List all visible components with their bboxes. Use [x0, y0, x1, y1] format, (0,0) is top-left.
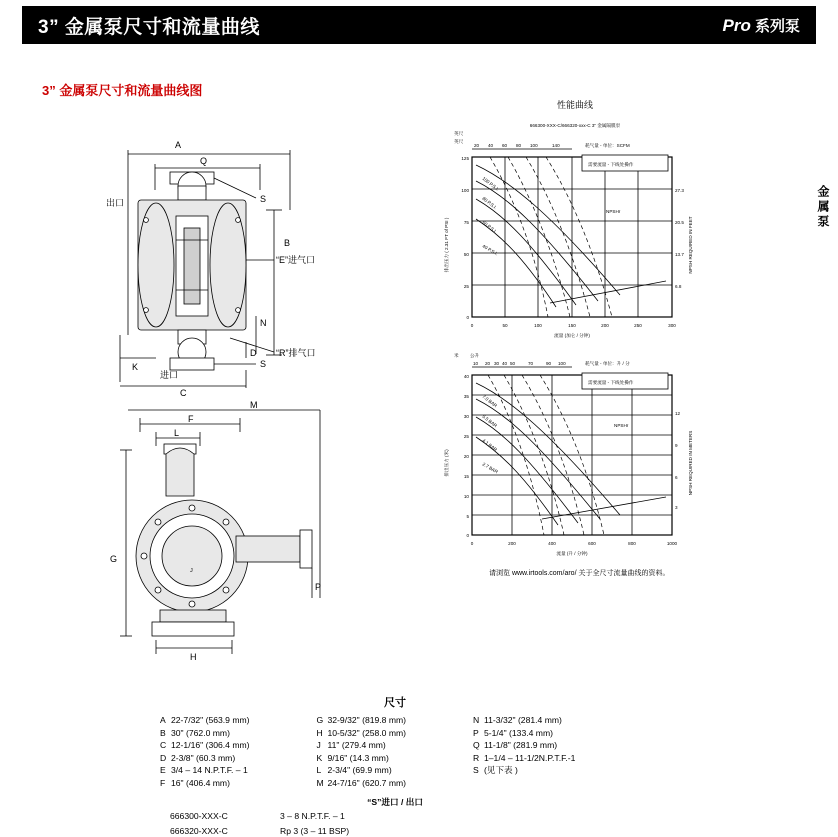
bottom-xtick-2: 400 — [548, 541, 556, 546]
dimension-value: 32-9/32" (819.8 mm) — [328, 715, 407, 725]
bottom-legend: 需要流量 - 下线处操作 — [588, 379, 634, 386]
section-title: 3” 金属泵尺寸和流量曲线图 — [42, 80, 202, 99]
dimension-key: F — [160, 777, 171, 790]
dimension-key: D — [160, 752, 171, 765]
dimensions-column-1 — [160, 714, 317, 789]
dimension-key: S — [473, 764, 484, 777]
dimension-value: 5-1/4" (133.4 mm) — [484, 728, 553, 738]
callout-air-exhaust: “R”排气口 — [276, 347, 316, 358]
s-spec: 3 – 8 N.P.T.F. – 1 — [280, 810, 480, 823]
top-y-axis-label: 排出压力 ( 2.31 FT of PSI ) — [443, 217, 450, 272]
svg-text:L: L — [174, 428, 179, 438]
curves-footnote: 请浏览 www.irtools.com/aro/ 关于全尺寸流量曲线的资料。 — [489, 568, 669, 578]
dimension-value: 9/16" (14.3 mm) — [328, 753, 389, 763]
svg-text:30: 30 — [494, 361, 500, 366]
top-ytick-4: 25 — [464, 284, 470, 289]
svg-text:G: G — [110, 554, 117, 564]
bottom-xtick-1: 200 — [508, 541, 516, 546]
bottom-ytick-3: 25 — [464, 434, 470, 439]
dimension-row — [317, 752, 474, 765]
svg-text:10: 10 — [473, 361, 479, 366]
bottom-press-2: 5.5 BAR — [481, 414, 498, 429]
top-press-3: 60 P.S.I. — [481, 220, 497, 234]
svg-text:D: D — [250, 348, 257, 358]
bottom-ytick-5: 15 — [464, 474, 470, 479]
dimension-key: G — [317, 714, 328, 727]
svg-text:20: 20 — [485, 361, 491, 366]
top-legend: 需要流量 - 下线处操作 — [588, 161, 634, 168]
bottom-ytick-4: 20 — [464, 454, 470, 459]
dimension-row — [317, 739, 474, 752]
bottom-press-1: 7.0 BAR — [481, 394, 498, 409]
series-suffix-text: 系列泵 — [751, 18, 800, 35]
svg-text:F: F — [188, 414, 194, 424]
dimensions-column-2 — [317, 714, 474, 789]
dimension-value: 11" (279.4 mm) — [328, 740, 386, 750]
dimension-row — [160, 764, 317, 777]
pump-drawings — [60, 120, 420, 680]
svg-text:K: K — [132, 362, 138, 372]
top-xtick-6: 300 — [668, 323, 676, 328]
dimension-row — [317, 714, 474, 727]
dimension-row — [317, 727, 474, 740]
top-ytick-5: 0 — [466, 315, 469, 320]
svg-text:70: 70 — [528, 361, 534, 366]
dimension-value: 10-5/32" (258.0 mm) — [328, 728, 407, 738]
side-tab-label: 金属泵 — [816, 185, 832, 230]
bottom-y-axis-label: 排出压力 (米) — [443, 449, 450, 477]
dimension-row — [473, 714, 630, 727]
dimension-value: 2-3/8" (60.3 mm) — [171, 753, 235, 763]
bottom-air-axis-label: 耗气量 - 单位：升 / 分 — [585, 360, 630, 367]
bottom-ytick-0: 40 — [464, 374, 470, 379]
svg-text:20: 20 — [474, 143, 480, 148]
top-units-left: 英尺 — [454, 138, 464, 145]
top-x-axis-label: 流量 (加仑 / 分钟) — [554, 332, 590, 339]
top-press-4: 40 P.S.I. — [482, 244, 499, 257]
page-header — [22, 6, 816, 44]
dimension-key: L — [317, 764, 328, 777]
curves-model: 666300-XXX-C/666320-xxx-C 3” 金属隔膜泵 — [530, 122, 621, 129]
dimension-row — [317, 764, 474, 777]
bottom-npsh-label: NPSHr — [614, 423, 629, 428]
dimension-key: B — [160, 727, 171, 740]
dimension-row — [473, 739, 630, 752]
svg-text:M: M — [250, 400, 258, 410]
bottom-units-left: 米 — [454, 352, 459, 359]
svg-text:N: N — [260, 318, 267, 328]
dimension-key: H — [317, 727, 328, 740]
svg-text:C: C — [180, 388, 187, 398]
top-y2tick-0: 27.3 — [675, 188, 684, 193]
dimension-value: 30" (762.0 mm) — [171, 728, 230, 738]
dimension-key: J — [317, 739, 328, 752]
s-spec: Rp 3 (3 – 11 BSP) — [280, 825, 480, 837]
dimension-key: N — [473, 714, 484, 727]
bottom-xtick-0: 0 — [471, 541, 474, 546]
bottom-ytick-1: 35 — [464, 394, 470, 399]
bottom-press-3: 4.1 BAR — [481, 438, 498, 453]
svg-text:J: J — [190, 568, 193, 574]
top-xtick-1: 50 — [502, 323, 508, 328]
svg-text:80: 80 — [516, 143, 522, 148]
bottom-xtick-3: 600 — [588, 541, 596, 546]
dimensions-column-3 — [473, 714, 630, 789]
dimension-value: 16" (406.4 mm) — [171, 778, 230, 788]
series-pro-text: Pro — [722, 16, 750, 35]
top-xtick-2: 100 — [534, 323, 542, 328]
svg-text:100: 100 — [530, 143, 538, 148]
page-title: 3” 金属泵尺寸和流量曲线 — [38, 12, 260, 39]
label-inlet: 进口 — [160, 369, 178, 380]
bottom-x-axis-label: 流量 (升 / 分钟) — [556, 550, 588, 557]
dimension-value: 3/4 – 14 N.P.T.F. – 1 — [171, 765, 248, 775]
top-air-axis-label: 耗气量 - 单位：SCFM — [585, 142, 630, 149]
bottom-ytick-8: 0 — [466, 533, 469, 538]
dimension-key: E — [160, 764, 171, 777]
dimension-value: (见下表 ) — [484, 765, 518, 775]
bottom-y2-axis-label: NPSH REQUIRED IN METERS — [688, 431, 693, 496]
dimension-key: R — [473, 752, 484, 765]
series-label — [722, 15, 800, 36]
s-model: 666300-XXX-C — [160, 810, 280, 823]
label-outlet: 出口 — [106, 197, 124, 208]
top-y2tick-1: 20.5 — [675, 220, 684, 225]
dimension-value: 22-7/32" (563.9 mm) — [171, 715, 250, 725]
s-table-row — [160, 810, 630, 823]
bottom-y2tick-1: 9 — [675, 443, 678, 448]
svg-text:Q: Q — [200, 156, 207, 166]
svg-text:P: P — [315, 582, 321, 592]
dimensions-table — [160, 694, 630, 837]
dimension-key: M — [317, 777, 328, 790]
svg-text:40: 40 — [502, 361, 508, 366]
s-table-heading: “S”进口 / 出口 — [160, 796, 630, 808]
bottom-xtick-4: 800 — [628, 541, 636, 546]
svg-text:50: 50 — [510, 361, 516, 366]
top-y2tick-2: 13.7 — [675, 252, 684, 257]
bottom-press-4: 2.7 BAR — [482, 462, 500, 475]
bottom-units-topleft: 公升 — [470, 352, 480, 359]
bottom-y2tick-2: 6 — [675, 475, 678, 480]
svg-text:A: A — [175, 140, 181, 150]
top-y2-axis-label: NPSH REQUIRED IN FEET — [688, 216, 693, 273]
dimension-key: K — [317, 752, 328, 765]
svg-text:60: 60 — [502, 143, 508, 148]
bottom-xtick-5: 1000 — [667, 541, 678, 546]
s-model: 666320-XXX-C — [160, 825, 280, 837]
svg-text:140: 140 — [552, 143, 560, 148]
dimension-row — [160, 714, 317, 727]
s-table-row — [160, 825, 630, 837]
bottom-y2tick-0: 12 — [675, 411, 681, 416]
bottom-ytick-6: 10 — [464, 494, 470, 499]
top-ytick-0: 125 — [461, 156, 469, 161]
top-xtick-0: 0 — [471, 323, 474, 328]
top-npsh-label: NPSHr — [606, 209, 621, 214]
dimension-row — [473, 727, 630, 740]
dimension-row — [473, 764, 630, 777]
top-press-1: 100 P.S.I. — [481, 176, 500, 192]
svg-text:S: S — [260, 194, 266, 204]
top-units-topleft: 英尺 — [454, 130, 464, 137]
svg-text:B: B — [284, 238, 290, 248]
curves-title: 性能曲线 — [557, 99, 593, 110]
dimension-value: 1–1/4 – 11-1/2N.P.T.F.-1 — [484, 753, 575, 763]
svg-text:40: 40 — [488, 143, 494, 148]
svg-text:90: 90 — [546, 361, 552, 366]
dimension-row — [160, 727, 317, 740]
top-ytick-1: 100 — [461, 188, 469, 193]
top-y2tick-3: 6.8 — [675, 284, 682, 289]
dimension-value: 11-3/32" (281.4 mm) — [484, 715, 562, 725]
top-xtick-4: 200 — [601, 323, 609, 328]
callout-air-inlet: “E”进气口 — [276, 254, 315, 265]
svg-text:S: S — [260, 359, 266, 369]
bottom-ytick-2: 30 — [464, 414, 470, 419]
top-xtick-3: 150 — [568, 323, 576, 328]
dimension-row — [160, 752, 317, 765]
dimension-value: 12-1/16" (306.4 mm) — [171, 740, 250, 750]
dimension-key: A — [160, 714, 171, 727]
performance-curves — [430, 95, 810, 595]
dimension-key: C — [160, 739, 171, 752]
top-ytick-3: 50 — [464, 252, 470, 257]
dimension-key: P — [473, 727, 484, 740]
top-ytick-2: 75 — [464, 220, 470, 225]
dimensions-heading: 尺寸 — [160, 694, 630, 710]
dimension-key: Q — [473, 739, 484, 752]
dimension-row — [160, 777, 317, 790]
top-press-2: 80 P.S.I. — [481, 196, 497, 210]
dimension-value: 24-7/16" (620.7 mm) — [328, 778, 407, 788]
dimension-row — [317, 777, 474, 790]
bottom-y2tick-3: 3 — [675, 505, 678, 510]
svg-text:H: H — [190, 652, 197, 662]
dimension-value: 2-3/4" (69.9 mm) — [328, 765, 392, 775]
dimension-row — [160, 739, 317, 752]
top-xtick-5: 250 — [634, 323, 642, 328]
dimension-value: 11-1/8" (281.9 mm) — [484, 740, 557, 750]
dimension-row — [473, 752, 630, 765]
bottom-ytick-7: 5 — [466, 514, 469, 519]
svg-text:100: 100 — [558, 361, 566, 366]
